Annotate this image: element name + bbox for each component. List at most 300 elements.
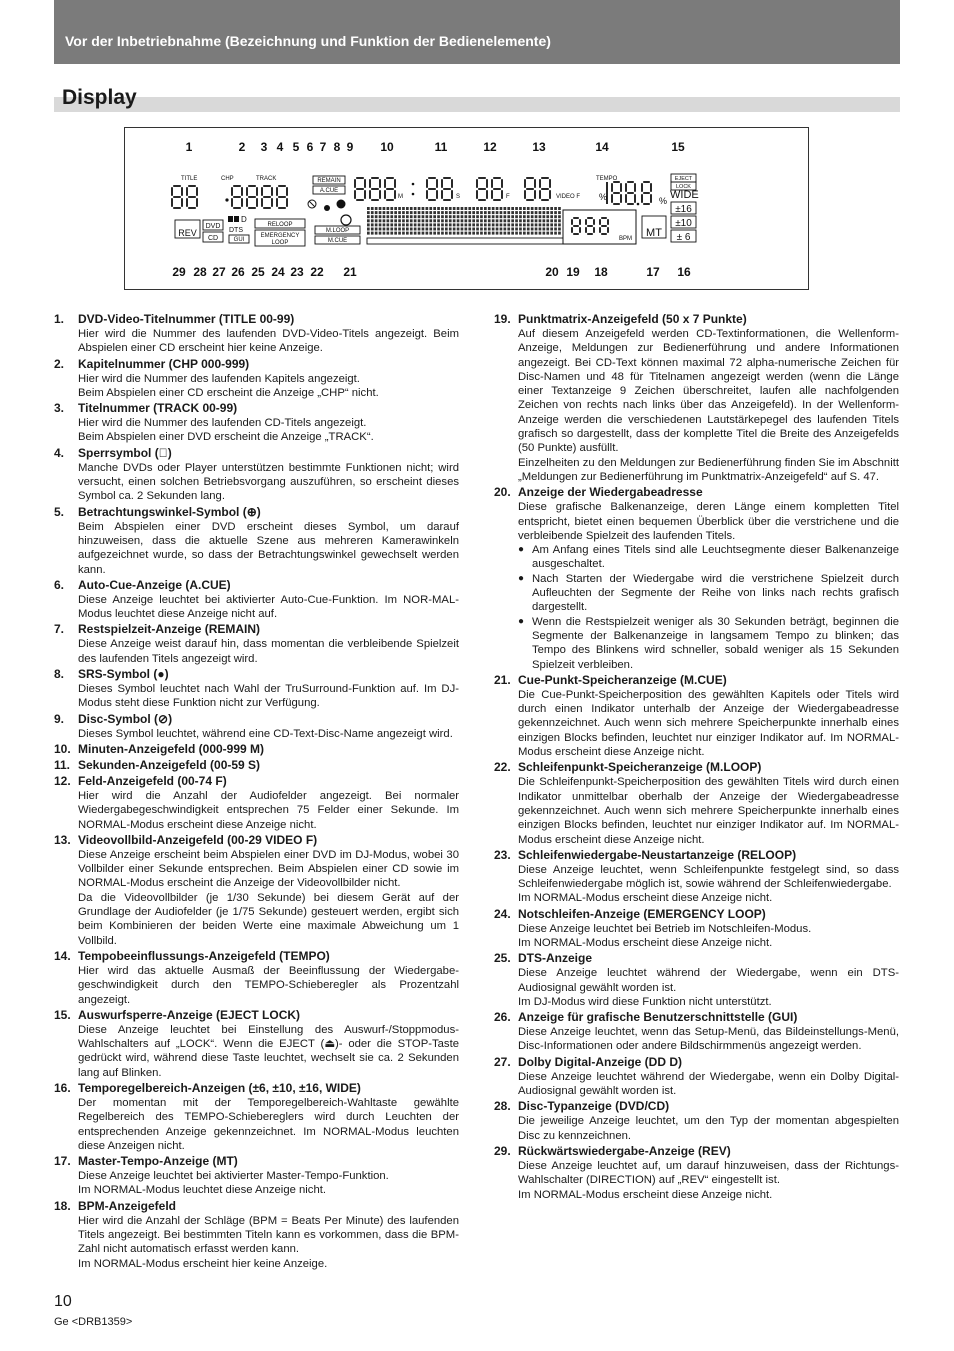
matrix-dot [437, 223, 440, 226]
matrix-dot [476, 211, 479, 214]
item-number: 2. [54, 356, 65, 371]
matrix-dot [390, 223, 393, 226]
chapter-header-bar [54, 0, 900, 64]
matrix-dot [496, 232, 499, 235]
item-text: Diese Anzeige erscheint beim Abspielen einer DVD im DJ-Modus, wobei 30 Vollbilder einer Sekunde entsprechen. Beim Abspielen einer CD sowie im NORMAL-Modus erscheint die Anzeige der Videovollbilder nicht. [78, 848, 459, 890]
item-number: 11. [54, 757, 71, 772]
matrix-dot [468, 207, 471, 210]
matrix-dot [515, 228, 518, 231]
matrix-dot [398, 223, 401, 226]
item-title [54, 712, 459, 727]
matrix-dot [554, 219, 557, 222]
matrix-dot [429, 211, 432, 214]
emergency-loop-label: LOOP [271, 240, 289, 246]
matrix-dot [383, 232, 386, 235]
matrix-dot [390, 211, 393, 214]
matrix-dot [468, 215, 471, 218]
matrix-dot [426, 228, 429, 231]
master-tempo-indicator: MT [646, 227, 662, 239]
matrix-dot [433, 232, 436, 235]
disc-icon [341, 215, 351, 225]
matrix-dot [492, 228, 495, 231]
matrix-dot [453, 207, 456, 210]
matrix-dot [410, 228, 413, 231]
item-text: Beim Abspielen einer DVD erscheint die Anzeige „TRACK“. [78, 431, 374, 444]
matrix-dot [480, 232, 483, 235]
remain-indicator: REMAIN [317, 178, 341, 184]
item-title [494, 848, 899, 863]
lock-indicator: LOCK [676, 184, 691, 190]
item-text: Diese Anzeige leuchtet bei Einstellung des Auswurf-/Stoppmodus-Wahlschalters auf „LOCK“. Wenn die EJECT (⏏)- oder die STOP-Taste gedrückt wird, während diese Taste leuchtet, wechselt sie ca. 2 Sekunden lang auf Blinken. [78, 1023, 459, 1079]
dolby-d-label: D [241, 215, 247, 224]
dolby-icon [228, 216, 233, 222]
mcue-indicator: M.CUE [327, 238, 348, 244]
item-number: 10. [54, 741, 71, 756]
item-number: 7. [54, 622, 65, 637]
matrix-dot [527, 211, 530, 214]
item-title [494, 1055, 899, 1070]
matrix-dot [488, 228, 491, 231]
matrix-dot [480, 207, 483, 210]
callout-number-bottom: 18 [594, 265, 608, 279]
bpm-unit: BPM [619, 236, 633, 242]
matrix-dot [492, 223, 495, 226]
description-item [54, 505, 459, 577]
matrix-dot [398, 207, 401, 210]
matrix-dot [410, 219, 413, 222]
matrix-dot [527, 207, 530, 210]
callout-number-bottom: 26 [231, 265, 245, 279]
matrix-dot [543, 219, 546, 222]
matrix-dot [371, 232, 374, 235]
matrix-dot [387, 228, 390, 231]
matrix-dot [504, 223, 507, 226]
matrix-dot [515, 211, 518, 214]
right-column [494, 312, 899, 1203]
item-title [54, 505, 459, 520]
matrix-dot [441, 228, 444, 231]
matrix-dot [375, 207, 378, 210]
item-title-text: Feld-Anzeigefeld (00-74 F) [78, 773, 227, 788]
matrix-dot [433, 215, 436, 218]
matrix-dot [554, 215, 557, 218]
matrix-dot [476, 215, 479, 218]
description-item [54, 833, 459, 948]
matrix-dot [507, 207, 510, 210]
description-item [494, 1055, 899, 1099]
matrix-dot [492, 232, 495, 235]
eject-indicator: EJECT [674, 176, 693, 182]
section-title: Display [62, 86, 137, 109]
matrix-dot [507, 211, 510, 214]
chp-label: CHP [221, 176, 234, 182]
matrix-dot [394, 232, 397, 235]
matrix-dot [437, 232, 440, 235]
matrix-dot [433, 211, 436, 214]
callout-number-bottom: 16 [677, 265, 691, 279]
description-item [494, 485, 899, 672]
colon-dot [412, 193, 415, 196]
minutes-unit: M [398, 194, 403, 200]
item-number: 18. [54, 1198, 71, 1213]
description-item [494, 907, 899, 951]
matrix-dot [426, 219, 429, 222]
callout-number-bottom: 24 [271, 265, 285, 279]
matrix-dot [539, 232, 542, 235]
matrix-dot [367, 232, 370, 235]
matrix-dot [527, 223, 530, 226]
matrix-dot [546, 228, 549, 231]
matrix-dot [488, 223, 491, 226]
item-text: Im NORMAL-Modus erscheint diese Anzeige nicht. [518, 892, 773, 905]
item-text: Im NORMAL-Modus erscheint hier keine Anzeige. [78, 1257, 328, 1270]
item-number: 27. [494, 1054, 511, 1069]
rev-indicator: REV [178, 228, 197, 238]
item-title [54, 1008, 459, 1023]
matrix-dot [426, 223, 429, 226]
item-title [54, 578, 459, 593]
matrix-dot [445, 207, 448, 210]
matrix-dot [387, 223, 390, 226]
matrix-dot [383, 215, 386, 218]
item-title-text: Kapitelnummer (CHP 000-999) [78, 356, 250, 371]
matrix-dot [379, 228, 382, 231]
item-number: 13. [54, 832, 71, 847]
item-title-text: Tempobeeinflussungs-Anzeigefeld (TEMPO) [78, 948, 330, 963]
matrix-dot [429, 207, 432, 210]
track-label: TRACK [256, 176, 277, 182]
callout-number-top: 9 [346, 140, 354, 154]
callout-number-bottom: 28 [193, 265, 207, 279]
matrix-dot [484, 215, 487, 218]
matrix-dot [418, 219, 421, 222]
description-item [54, 742, 459, 757]
item-title-text: Schleifenpunkt-Speicheranzeige (M.LOOP) [518, 760, 762, 775]
matrix-dot [387, 219, 390, 222]
item-text: Diese Anzeige leuchtet, wenn das Setup-Menü, das Bildeinstellungs-Menü, Disc-Informationen oder andere Bildschirmmenüs angezeigt werden. [518, 1026, 899, 1053]
matrix-dot [406, 228, 409, 231]
matrix-dot [406, 207, 409, 210]
page-number: 10 [54, 1293, 72, 1310]
matrix-dot [406, 215, 409, 218]
item-title [54, 742, 459, 757]
matrix-dot [371, 207, 374, 210]
matrix-dot [527, 228, 530, 231]
matrix-dot [492, 207, 495, 210]
chapter-header-title: Vor der Inbetriebnahme (Bezeichnung und Funktion der Bedienelemente) [65, 33, 551, 49]
matrix-dot [472, 215, 475, 218]
matrix-dot [550, 207, 553, 210]
matrix-dot [519, 219, 522, 222]
matrix-dot [418, 223, 421, 226]
matrix-dot [488, 211, 491, 214]
callout-number-top: 3 [260, 140, 268, 154]
matrix-dot [453, 232, 456, 235]
callout-number-top: 15 [671, 140, 685, 154]
section-title-band [54, 97, 900, 112]
item-number: 29. [494, 1143, 511, 1158]
description-item [494, 848, 899, 906]
callout-number-top: 13 [532, 140, 546, 154]
matrix-dot [476, 219, 479, 222]
matrix-dot [507, 232, 510, 235]
matrix-dot [453, 228, 456, 231]
description-item [54, 312, 459, 356]
item-title [54, 622, 459, 637]
item-text: Die jeweilige Anzeige leuchtet, um den Typ der momentan abgespielten Disc zu kennzeichnen. [518, 1115, 899, 1142]
item-text: Diese Anzeige leuchtet bei aktivierter Master-Tempo-Funktion. [78, 1170, 389, 1183]
item-text: Die Cue-Punkt-Speicherposition des gewählten Kapitels oder Titels wird durch einen Indikator unterhalb der Anzeige der Wiedergabeadresse gekennzeichnet. Auch wenn sich mehrere Speicherpunkte innerhalb eines einzigen Blocks befinden, leuchtet nur einziger Indikator auf. Im NORMAL-Modus erscheint diese Anzeige nicht. [518, 688, 899, 759]
matrix-dot [383, 228, 386, 231]
description-item [54, 1199, 459, 1271]
item-number: 23. [494, 847, 511, 862]
matrix-dot [418, 211, 421, 214]
description-item [494, 951, 899, 1009]
matrix-dot [429, 228, 432, 231]
matrix-dot [414, 215, 417, 218]
matrix-dot [379, 219, 382, 222]
matrix-dot [441, 207, 444, 210]
item-text: Hier wird die Nummer des laufenden DVD-Video-Titels angezeigt. Beim Abspielen einer CD erscheint hier keine Anzeige. [78, 328, 459, 355]
matrix-dot [484, 207, 487, 210]
matrix-dot [398, 232, 401, 235]
item-title-text: Sperrsymbol (⃠) [78, 445, 172, 460]
matrix-dot [457, 211, 460, 214]
item-title-text: DVD-Video-Titelnummer (TITLE 00-99) [78, 312, 295, 326]
matrix-dot [406, 211, 409, 214]
item-text: Dieses Symbol leuchtet nach Wahl der TruSurround-Funktion auf. Im DJ-Modus steht diese Funktion nicht zur Verfügung. [78, 683, 459, 710]
callout-number-top: 6 [306, 140, 314, 154]
matrix-dot [422, 215, 425, 218]
reloop-indicator: RELOOP [267, 222, 293, 228]
matrix-dot [445, 228, 448, 231]
lock-icon-slash [309, 201, 315, 207]
matrix-dot [504, 219, 507, 222]
item-text: Die Schleifenpunkt-Speicherposition des gewählten Titels wird durch einen Indikator unmittelbar oberhalb der Anzeige der Wiedergabeadresse gekennzeichnet. Auch wenn sich mehrere Speicherpunkte innerhalb eines einzigen Blocks befinden, leuchtet nur einziger Indikator auf. Im NORMAL-Modus erscheint diese Anzeige nicht. [518, 776, 899, 846]
title-label: TITLE [181, 176, 198, 182]
matrix-dot [414, 207, 417, 210]
matrix-dot [449, 223, 452, 226]
item-title [494, 951, 899, 966]
matrix-dot [422, 223, 425, 226]
matrix-dot [546, 211, 549, 214]
matrix-dot [394, 228, 397, 231]
matrix-dot [546, 232, 549, 235]
item-title-text: Auswurfsperre-Anzeige (EJECT LOCK) [78, 1007, 301, 1022]
matrix-dot [504, 207, 507, 210]
matrix-dot [519, 207, 522, 210]
matrix-dot [457, 207, 460, 210]
item-text: Beim Abspielen einer CD erscheint die Anzeige „CHP“ nicht. [78, 386, 379, 399]
matrix-dot [402, 219, 405, 222]
item-title [54, 833, 459, 848]
matrix-dot [367, 215, 370, 218]
dot-matrix-display [367, 207, 561, 235]
matrix-dot [461, 228, 464, 231]
matrix-dot [375, 211, 378, 214]
matrix-dot [445, 211, 448, 214]
item-title-text: Temporegelbereich-Anzeigen (±6, ±10, ±16, WIDE) [78, 1080, 361, 1095]
callout-number-bottom: 29 [172, 265, 186, 279]
matrix-dot [550, 223, 553, 226]
matrix-dot [375, 215, 378, 218]
matrix-dot [558, 228, 561, 231]
matrix-dot [523, 215, 526, 218]
matrix-dot [394, 215, 397, 218]
matrix-dot [504, 228, 507, 231]
matrix-dot [461, 223, 464, 226]
matrix-dot [453, 223, 456, 226]
description-item [54, 446, 459, 504]
matrix-dot [496, 215, 499, 218]
item-number: 17. [54, 1154, 71, 1169]
matrix-dot [422, 228, 425, 231]
frames-unit: F [506, 194, 510, 200]
matrix-dot [367, 219, 370, 222]
matrix-dot [523, 223, 526, 226]
matrix-dot [379, 215, 382, 218]
matrix-dot [531, 207, 534, 210]
matrix-dot [465, 207, 468, 210]
item-number: 28. [494, 1099, 511, 1114]
matrix-dot [535, 232, 538, 235]
matrix-dot [504, 211, 507, 214]
callout-number-bottom: 25 [251, 265, 265, 279]
item-text: Diese grafische Balkenanzeige, deren Länge einem kompletten Titel entspricht, bietet einen bequemen Überblick über die verstrichene und die verbleibende Spielzeit des laufenden Titels. [518, 501, 899, 542]
matrix-dot [414, 211, 417, 214]
callout-number-bottom: 22 [310, 265, 324, 279]
matrix-dot [394, 223, 397, 226]
matrix-dot [558, 232, 561, 235]
item-title [54, 667, 459, 682]
matrix-dot [543, 215, 546, 218]
matrix-dot [441, 232, 444, 235]
matrix-dot [500, 219, 503, 222]
matrix-dot [492, 219, 495, 222]
matrix-dot [539, 219, 542, 222]
description-item [54, 712, 459, 741]
item-title [54, 401, 459, 416]
matrix-dot [461, 207, 464, 210]
item-title [494, 760, 899, 775]
acue-indicator: A.CUE [319, 188, 339, 194]
display-diagram [124, 127, 809, 290]
matrix-dot [523, 219, 526, 222]
matrix-dot [554, 207, 557, 210]
matrix-dot [422, 211, 425, 214]
matrix-dot [500, 228, 503, 231]
matrix-dot [546, 207, 549, 210]
matrix-dot [449, 215, 452, 218]
tempo-plus-minus: % [599, 192, 608, 202]
description-item [54, 357, 459, 401]
matrix-dot [511, 207, 514, 210]
callout-number-top: 12 [483, 140, 497, 154]
srs-icon [337, 200, 346, 209]
item-number: 4. [54, 445, 65, 460]
matrix-dot [465, 211, 468, 214]
matrix-dot [367, 223, 370, 226]
dolby-icon [234, 216, 239, 222]
item-bullet: ● Wenn die Restspielzeit weniger als 30 Sekunden beträgt, beginnen die Segmente der Balkenanzeige in langsamem Tempo zu blinken; das Tempo des Blinkens wird schneller, sobald weniger als 15 Sekunden Spielzeit verbleiben. [518, 615, 899, 672]
matrix-dot [500, 215, 503, 218]
matrix-dot [480, 211, 483, 214]
description-item [494, 673, 899, 759]
matrix-dot [387, 232, 390, 235]
matrix-dot [543, 207, 546, 210]
matrix-dot [511, 219, 514, 222]
matrix-dot [441, 223, 444, 226]
item-number: 14. [54, 948, 71, 963]
matrix-dot [500, 207, 503, 210]
matrix-dot [531, 228, 534, 231]
item-title [494, 1099, 899, 1114]
matrix-dot [371, 219, 374, 222]
matrix-dot [465, 228, 468, 231]
description-item [494, 760, 899, 846]
matrix-dot [410, 207, 413, 210]
matrix-dot [394, 211, 397, 214]
dts-indicator: DTS [229, 227, 243, 234]
colon-dot [412, 183, 415, 186]
item-number: 20. [494, 485, 511, 500]
callout-number-bottom: 27 [212, 265, 226, 279]
matrix-dot [437, 219, 440, 222]
matrix-dot [410, 211, 413, 214]
matrix-dot [426, 215, 429, 218]
matrix-dot [519, 228, 522, 231]
matrix-dot [437, 211, 440, 214]
callout-number-bottom: 17 [646, 265, 660, 279]
item-number: 5. [54, 504, 65, 519]
matrix-dot [531, 232, 534, 235]
matrix-dot [445, 223, 448, 226]
matrix-dot [543, 223, 546, 226]
callout-number-top: 7 [319, 140, 327, 154]
matrix-dot [433, 219, 436, 222]
matrix-dot [543, 232, 546, 235]
item-text: Diese Anzeige leuchtet während der Wiedergabe, wenn ein DTS-Audiosignal gewählt worden ist. [518, 967, 899, 994]
description-item [54, 1154, 459, 1198]
gui-indicator: GUI [233, 237, 245, 243]
matrix-dot [519, 232, 522, 235]
matrix-dot [429, 223, 432, 226]
item-title-text: SRS-Symbol (●) [78, 667, 169, 682]
matrix-dot [449, 219, 452, 222]
matrix-dot [550, 232, 553, 235]
emergency-label: EMERGENCY [260, 233, 300, 239]
item-bullet: ● Nach Starten der Wiedergabe wird die verstrichene Spielzeit durch Aufleuchten der Segmente der Reihe von links nach rechts grafisch dargestellt. [518, 572, 899, 615]
item-title-text: Videovollbild-Anzeigefeld (00-29 VIDEO F) [78, 832, 318, 847]
matrix-dot [511, 223, 514, 226]
item-title [494, 312, 899, 327]
item-number: 24. [494, 906, 511, 921]
matrix-dot [418, 215, 421, 218]
matrix-dot [558, 219, 561, 222]
item-title-text: Sekunden-Anzeigefeld (00-59 S) [78, 757, 261, 772]
matrix-dot [441, 211, 444, 214]
angle-icon [324, 205, 330, 211]
description-item [494, 1010, 899, 1054]
matrix-dot [550, 215, 553, 218]
matrix-dot [418, 228, 421, 231]
item-text: Hier wird die Anzahl der Schläge (BPM = Beats Per Minute) des laufenden Titels angezeigt. Bei bestimmten Titeln kann es vorkommen, dass die BPM-Zahl nicht automatisch erfasst werden kann. [78, 1214, 459, 1256]
matrix-dot [453, 211, 456, 214]
matrix-dot [476, 223, 479, 226]
item-title-text: Cue-Punkt-Speicheranzeige (M.CUE) [518, 672, 727, 687]
matrix-dot [418, 207, 421, 210]
item-text: Beim Abspielen einer DVD erscheint dieses Symbol, um darauf hinzuweisen, dass die aktuelle Szene aus mehreren Kamerawinkeln aufgezeichnet wurde, so dass der Betrachtungswinkel gewechselt werden kann. [78, 520, 459, 576]
